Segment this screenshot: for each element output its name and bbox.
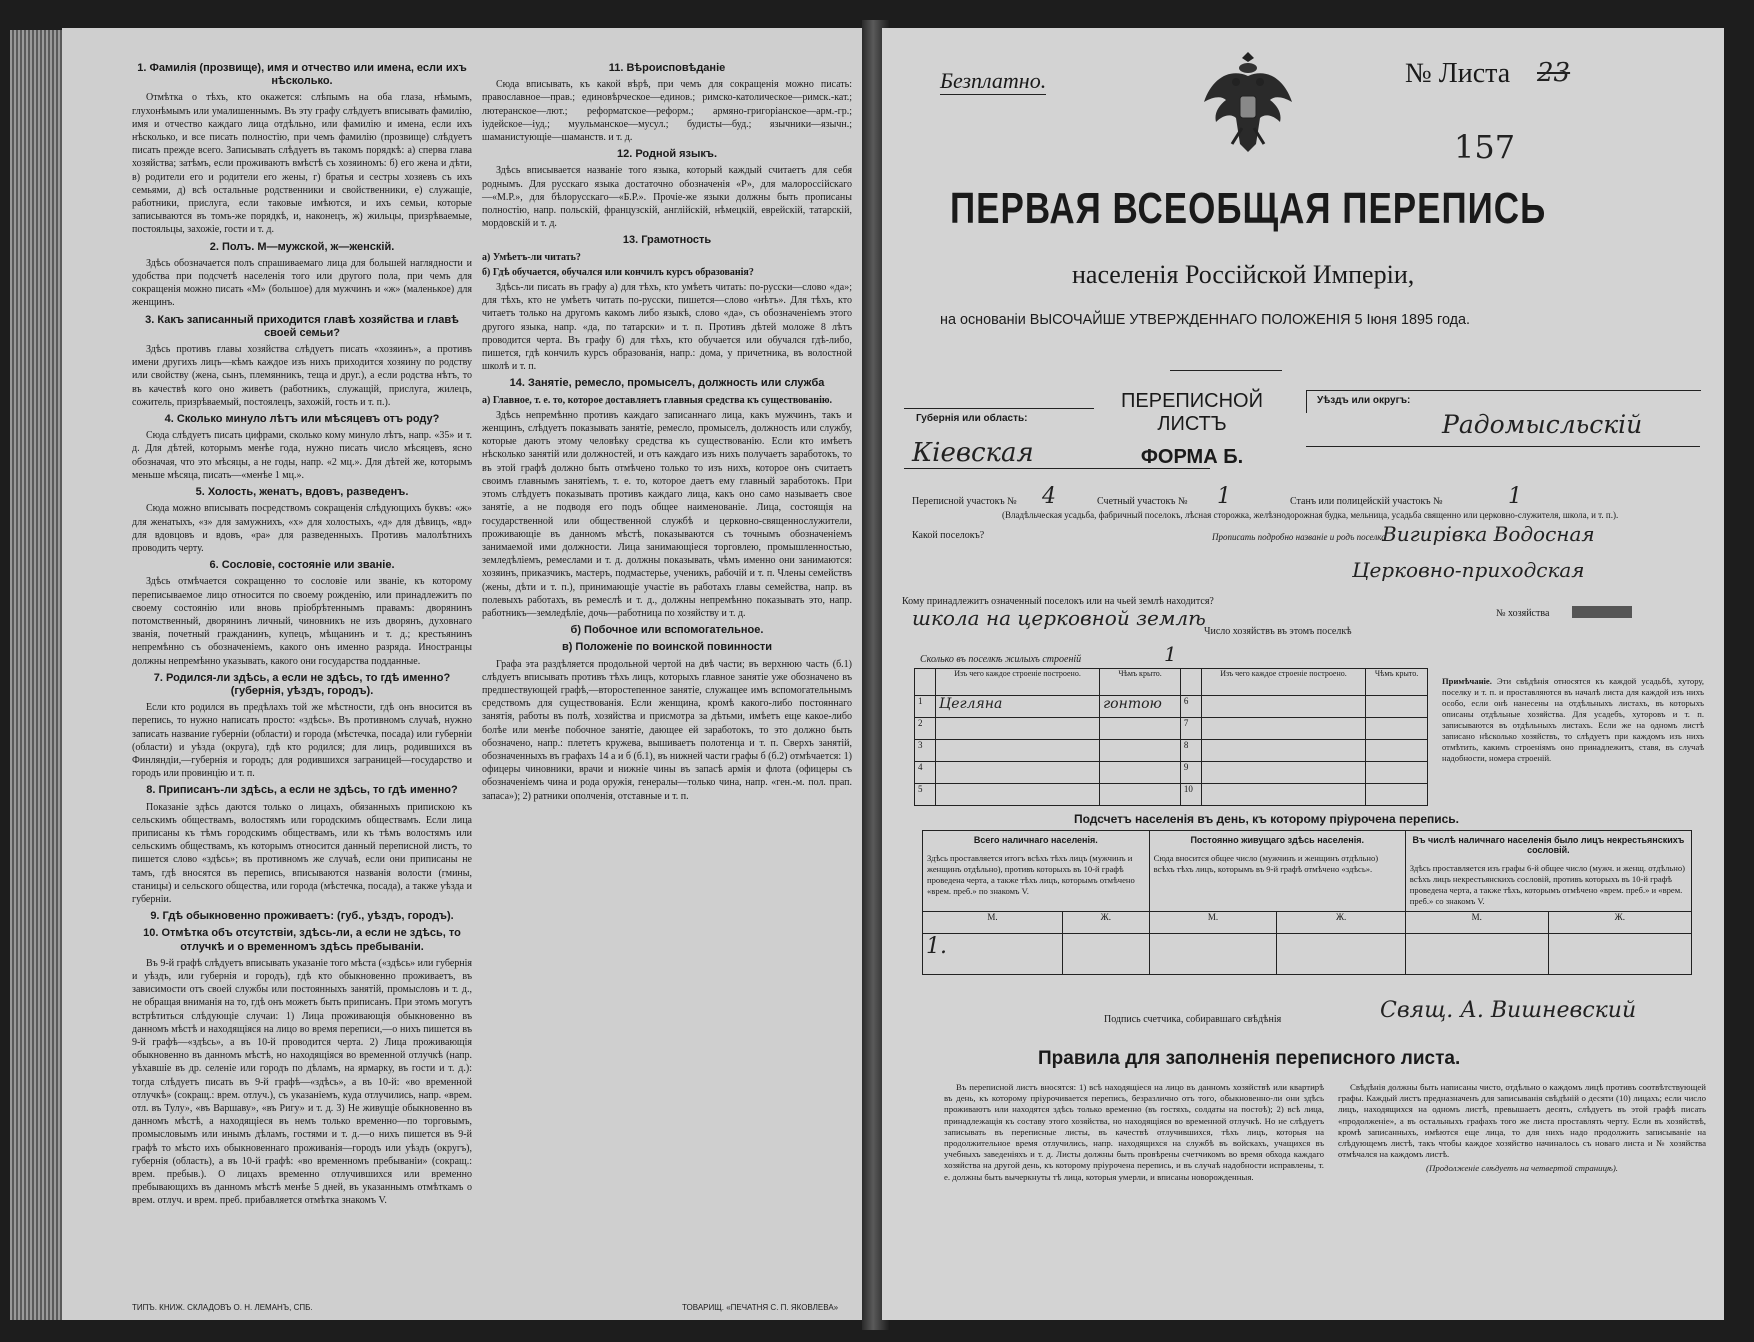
note-label: Примѣчаніе. <box>1442 676 1492 686</box>
book-page-edges <box>10 30 66 1320</box>
instruction-paragraph: Въ 9-й графѣ слѣдуетъ вписывать указаніе того мѣста («здѣсь» или губернія и уѣздъ, или губернія и городъ), гдѣ кто обыкновенно проживаетъ, въ зависимости отъ своей службы или постоянныхъ занятій, промысловъ и т. д., не обращая вниманія на то, гдѣ онъ можетъ быть приписанъ. При этомъ могутъ встрѣтиться слѣдующіе случаи: 1) Лица проживающія обыкновенно въ данномъ мѣстѣ и находящіяся на лицо во время переписи,—о нихъ пишется въ 9-й графѣ—«здѣсь», а въ 10-й проводится черта. 2) Лица проживающія обыкновенно въ данномъ мѣстѣ, но находящіяся во временной отлучкѣ (напр. уѣхавшіе въ др. селеніе или городъ по дѣламъ, на ярмарку, въ гости и т. д.): тогда слѣдуетъ писать въ 9-й графѣ—«здѣсь», а въ 10-й: «во временной отлучкѣ» (сокращ.: врем. отлуч.), съ указаніемъ, куда отлучились, напр. «врем. отл. въ Тулу», «въ Варшаву», «въ Ригу» и т. д. 3) Не живущіе обыкновенно въ данномъ мѣстѣ, а находящіеся въ немъ только временно—по торговымъ, промысловымъ или инымъ дѣламъ, гостями и т. д.—о нихъ пишется въ 9-й графѣ то мѣсто ихъ обыкновеннаго проживанія—городъ или уѣздъ (округъ), губернія (область), а въ 10-й графѣ: «во временномъ пребываніи» (сокращ.: врем. пребыв.). О лицахъ временно отлучившихся или временно пребывающихъ въ данномъ мѣстѣ менѣе 5 дней, въ указаннымъ отмѣткамъ о врем. отлуч. и врем. преб. прибавляется отмѣтка знакомъ V. <box>132 957 472 1207</box>
instruction-subheading: б) Гдѣ обучается, обучался или кончилъ курсъ образованія? <box>482 266 754 278</box>
bldg-material <box>1201 740 1365 762</box>
province-value: Кіевская <box>912 438 1034 468</box>
bldg-roof <box>1366 696 1428 718</box>
instruction-heading: 10. Отмѣтка объ отсутствіи, здѣсь-ли, а если не здѣсь, то отлучкѣ и о временномъ здѣсь пребываніи. <box>143 927 461 953</box>
bldg-roof-header-2: Чѣмъ крыто. <box>1366 669 1428 696</box>
note-text: Эти свѣдѣнія относятся къ каждой усадьбѣ, хутору, поселку и т. п. и проставляются въ началѣ листа для каждой изъ нихъ особо, если онѣ нанесены на отдѣльныхъ листахъ, въ которыхъ описаны отдѣльные хозяйства. Для усадебъ, хуторовъ и т. п. записываются въ отдѣльныхъ листахъ. Если же на одномъ листѣ записано нѣсколько хозяйствъ, то слѣдуетъ при каждомъ изъ нихъ отмѣтить, какимъ строеніямъ оно принадлежитъ, ставя, въ случаѣ надобности, номера строеній. <box>1442 676 1704 763</box>
census-form-page <box>882 28 1724 1320</box>
settlement-type-note <box>1002 498 1702 532</box>
settlement-value: Вигирівка Водосная <box>1382 522 1595 546</box>
instruction-heading: 7. Родился-ли здѣсь, а если не здѣсь, то гдѣ именно? (губернія, уѣздъ, городъ). <box>153 671 451 697</box>
instruction-paragraph: Если кто родился въ предѣлахъ той же мѣстности, гдѣ онъ вносится въ перепись, то нужно написать просто: «здѣсь». Въ противномъ случаѣ, нужно записать название губерніи (области) и города (мѣстечка, посада) или губерніи (области) и уѣзда (округа), гдѣ кто родился; для лицъ, родившихся въ Финляндіи,—губернія и городъ; для родившихся заграницей—государство и городъ или провинцію и т. п. <box>132 702 472 780</box>
bldg-roof <box>1100 740 1181 762</box>
bldg-no: 9 <box>1180 762 1201 784</box>
instruction-paragraph: Графа эта раздѣляется продольной чертой на двѣ части; въ верхнюю часть (б.1) слѣдуетъ вписывать противъ тѣхъ лицъ, которыхъ главное занятіе уже обозначено въ предшествующей графѣ,—второстепенное занятіе, служащее имъ вспомогательнымъ средствомъ для существованія. Если женщина, кромѣ какого-либо постояннаго занятія, работы въ полѣ, хозяйства и присмотра за дѣтьми, имѣетъ еще какое-либо болѣе или менѣе побочное занятіе, дающее ей заработокъ, то это должно быть обозначено, напр.: плететъ кружева, вышиваетъ полотенца и т. п. Сверхъ занятій, обозначенныхъ въ графахъ 14 а и б (б.1), въ нижней части графы б (б.2) отмѣчается: 1) офицеры чиновники, врачи и нижніе чины въ запасѣ армія и флота (офицеры съ обозначеніемъ чина и рода оружія, генералы—только чина, напр. «ген.-м. пол. прап. запаса»); 2) ратники ополченія, отставные и т. п. <box>482 658 852 802</box>
non-peasant-header: Въ числѣ наличнаго населенія было лицъ некрестьянскихъ сословій. <box>1412 835 1685 855</box>
owner-label: Кому принадлежитъ означенный поселокъ или на чьей землѣ находится? <box>902 596 1214 607</box>
present-cell <box>923 831 1150 912</box>
permanent-text: Сюда вносится общее число (мужчинъ и женщинъ отдѣльно) всѣхъ тѣхъ лицъ, которымъ въ 9-й графѣ отмѣчено «здѣсь». <box>1153 853 1379 874</box>
non-peasant-m-header: М. <box>1405 912 1548 934</box>
bldg-no: 6 <box>1180 696 1201 718</box>
table-row <box>915 696 1428 718</box>
present-header: Всего наличнаго населенія. <box>973 835 1098 845</box>
present-text: Здѣсь проставляется итогъ всѣхъ тѣхъ лицъ (мужчинъ и женщинъ отдѣльно), противъ которыхъ въ 10-й графѣ проведена черта, а также тѣхъ лицъ, которымъ отмѣчено «врем. преб.» по знакомъ V. <box>927 853 1135 896</box>
rules-text-2: Свѣдѣнія должны быть написаны чисто, отдѣльно о каждомъ лицѣ противъ соотвѣтствующей графы. Каждый листъ предназначенъ для записыванія свѣдѣній о десяти (10) лицахъ; если число лицъ, находящихся на одномъ листѣ, превышаетъ десять, слѣдуетъ въ этой графѣ писать «продолженіе», а въ остальныхъ графахъ того же листа проставлять черту. Если въ хозяйствѣ, кромѣ записанныхъ, имѣются еще лица, то для нихъ надо продолжить записываніе на слѣдующемъ листѣ, такъ чтобы каждое хозяйство начиналось съ новаго листа и № хозяйства отмѣчался на каждомъ листѣ. <box>1338 1082 1706 1160</box>
district-value: Радомысльскій <box>1442 410 1643 439</box>
printer-imprint-left: ТИПЪ. КНИЖ. СКЛАДОВЪ О. Н. ЛЕМАНЪ, СПБ. <box>132 1303 313 1312</box>
table-row <box>915 718 1428 740</box>
counting-district-label: Счетный участокъ № <box>1097 496 1188 507</box>
bldg-no: 1 <box>915 696 936 718</box>
owner-value-line2: школа на церковной землѣ <box>912 606 1206 630</box>
bldg-no: 2 <box>915 718 936 740</box>
population-count-table <box>922 830 1692 975</box>
instruction-paragraph: Здѣсь противъ главы хозяйства слѣдуетъ писать «хозяинъ», а противъ имени другихъ лицъ—кѣмъ каждое изъ нихъ приходится хозяину по родству или свойству (жена, сынъ, племянникъ, теща и друг.), а если родства нѣтъ, то въ качествѣ кого оно живетъ (работникъ, служащій, прислуга, жилецъ, сожитель, призрѣваемый, постоялецъ, захожій, гость и т. п.). <box>132 344 472 408</box>
instruction-heading: 11. Вѣроисповѣданіе <box>608 62 726 74</box>
bldg-material-header: Изъ чего каждое строеніе построено. <box>936 669 1100 696</box>
signature-value: Свящ. А. Вишневский <box>1380 998 1637 1023</box>
census-sheet-label: ПЕРЕПИСНОЙ ЛИСТЪ <box>1121 390 1263 435</box>
census-district-value: 4 <box>1042 484 1056 509</box>
bldg-material-header-2: Изъ чего каждое строеніе построено. <box>1201 669 1365 696</box>
bldg-material <box>936 740 1100 762</box>
free-label: Безплатно. <box>940 68 1047 93</box>
instruction-heading: 5. Холость, женатъ, вдовъ, разведенъ. <box>195 486 409 499</box>
printer-imprint-right: ТОВАРИЩ. «ПЕЧАТНЯ С. П. ЯКОВЛЕВА» <box>682 1303 839 1312</box>
bldg-roof <box>1366 740 1428 762</box>
non-peasant-f-value <box>1548 934 1691 975</box>
instruction-paragraph: Сюда слѣдуетъ писать цифрами, сколько кому минуло лѣтъ, напр. «35» и т. д. Для дѣтей, которымъ менѣе года, нужно писать число мѣсяцевъ, ясно обозначая, что это мѣсяцы, а не годы, напр. «2 мц.». Для дѣтей же, которымъ меньше мѣсяца, писать—«менѣе 1 мц.». <box>132 430 472 481</box>
district-underline <box>1306 446 1700 447</box>
bldg-no: 3 <box>915 740 936 762</box>
form-subtitle: населенія Россійской Имперіи, <box>1072 260 1415 289</box>
bldg-no: 4 <box>915 762 936 784</box>
province-label: Губернія или область: <box>916 413 1028 424</box>
settlement-label: Какой поселокъ? <box>912 530 985 541</box>
owner-value-line1: Церковно-приходская <box>1352 558 1585 582</box>
instruction-paragraph: Здѣсь обозначается полъ спрашиваемаго лица для большей наглядности и удобства при подсчетѣ населенія того или другого пола, при чемъ для сокращенія можно писать «М» (большое) для мужчинъ и «ж» (маленькое) для женщинъ. <box>132 257 472 309</box>
instruction-paragraph: Здѣсь отмѣчается сокращенно то сословіе или званіе, къ которому переписываемое лицо относится по своему рожденію, или принадлежитъ по своему состоянію или вновь пріобрѣтеннымъ правамъ: дворянинъ потомственный, дворянинъ личный, чиновникъ не изъ дворянъ, духовнаго званія, почетный гражданинъ, купецъ, мѣщанинъ и т. д.; крестьянинъ непремѣнно съ обозначеніемъ, какого онъ именно разряда. Иностранцы должны непремѣнно указывать, какого они государства подданные. <box>132 576 472 667</box>
archive-number: 157 <box>1454 128 1516 166</box>
bldg-no-header-2 <box>1180 669 1201 696</box>
permanent-f-value <box>1277 934 1405 975</box>
instructions-left-column <box>132 58 472 1212</box>
instruction-heading: 14. Занятіе, ремесло, промыселъ, должность или служба <box>509 377 825 390</box>
counting-district-value: 1 <box>1217 484 1231 509</box>
non-peasant-f-header: Ж. <box>1548 912 1691 934</box>
bldg-material <box>936 784 1100 806</box>
instruction-heading: 6. Сословіе, состояніе или званіе. <box>209 559 395 572</box>
imperial-eagle-emblem <box>1200 48 1296 158</box>
left-page-instructions <box>62 28 870 1320</box>
household-number-redacted <box>1572 606 1632 618</box>
instruction-heading: 13. Грамотность <box>622 234 712 247</box>
bldg-material: Цегляна <box>936 696 1100 718</box>
permanent-header: Постоянно живущаго здѣсь населенія. <box>1190 835 1364 845</box>
rules-column-2 <box>1338 1082 1706 1178</box>
bldg-material <box>1201 718 1365 740</box>
instruction-heading: 1. Фамилія (прозвище), имя и отчество или имена, если ихъ нѣсколько. <box>137 62 467 88</box>
bldg-no: 10 <box>1180 784 1201 806</box>
bldg-roof <box>1366 784 1428 806</box>
stan-value: 1 <box>1508 484 1522 509</box>
permanent-f-header: Ж. <box>1277 912 1405 934</box>
bldg-material <box>936 762 1100 784</box>
present-f-value <box>1063 934 1150 975</box>
bldg-roof <box>1100 762 1181 784</box>
instruction-paragraph: Показаніе здѣсь даются только о лицахъ, обязанныхъ припискою къ сельскимъ обществамъ, волостямъ или городскимъ обществамъ. Если лица приписаны къ тѣмъ городскимъ обществамъ, или къ тѣмъ волостямъ или сельскимъ обществамъ, къ которымъ относится данный переписной листъ, то пишется слово «здѣсь»; въ противномъ же случаѣ, если они приписаны не тамъ, гдѣ вносятся въ перепись, вписываются названія волости (гмины, станицы) и сельского общества, или города (мѣстечка, посада), а также уѣзда и губерніи. <box>132 801 472 905</box>
instruction-paragraph: Сюда можно вписывать посредствомъ сокращенія слѣдующихъ буквъ: «ж» для женатыхъ, «з» для замужнихъ, «х» для холостыхъ, «д» для дѣвицъ, «вд» для вдовцовъ и вдовъ, «ра» для разведенныхъ. Противъ малолѣтнихъ проводить черту. <box>132 503 472 554</box>
stan-label: Станъ или полицейскій участокъ № <box>1290 496 1443 507</box>
households-count-label: Число хозяйствъ въ этомъ поселкѣ <box>1204 626 1352 637</box>
table-row <box>915 762 1428 784</box>
bldg-no-header <box>915 669 936 696</box>
instruction-subheading: а) Главное, т. е. то, которое доставляетъ главныя средства къ существованію. <box>482 394 832 406</box>
signature-label: Подпись счетчика, собиравшаго свѣдѣнія <box>1104 1014 1282 1025</box>
form-legal-basis: на основаніи ВЫСОЧАЙШЕ УТВЕРЖДЕННАГО ПОЛОЖЕНІЯ 5 Іюня 1895 года. <box>940 312 1471 328</box>
permanent-cell <box>1149 831 1405 912</box>
bldg-no: 7 <box>1180 718 1201 740</box>
bldg-no: 8 <box>1180 740 1201 762</box>
rules-column-1 <box>944 1082 1324 1186</box>
instruction-paragraph: Здѣсь-ли писать въ графу а) для тѣхъ, кто умѣетъ читать: по-русски—слово «да»; для тѣхъ, кто не умѣетъ читать по-русски, пишется—слово «нѣтъ». Для тѣхъ, кто читаетъ только на другомъ какомъ либо языкѣ, слово «да», съ обозначеніемъ этого другого языка, напр. «да, по татарски» и т. п. Противъ дѣтей моложе 8 лѣтъ проводится черта. Въ графу б) для тѣхъ, кто обучается или обучался гдѣ-либо, пишется, гдѣ кончилъ курсъ образованія, напр.: дома, у причетника, въ волостной школѣ и т. п. <box>482 282 852 373</box>
present-m-value: 1. <box>923 934 1063 975</box>
sheet-number-value: 23 <box>1537 58 1571 88</box>
non-peasant-cell <box>1405 831 1691 912</box>
count-title: Подсчетъ населенія въ день, къ которому пріурочена перепись. <box>1074 812 1459 826</box>
instructions-middle-column <box>482 58 852 807</box>
bldg-roof: гонтою <box>1100 696 1181 718</box>
rules-continued: (Продолженіе слѣдуетъ на четвертой страницѣ). <box>1426 1163 1618 1174</box>
instruction-heading: 3. Какъ записанный приходится главѣ хозяйства и главѣ своей семьи? <box>145 313 459 339</box>
census-sheet-heading <box>1106 390 1278 469</box>
bldg-material <box>1201 696 1365 718</box>
title-divider <box>1170 370 1282 371</box>
form-type-label: ФОРМА Б. <box>1140 446 1244 468</box>
instruction-heading: 4. Сколько минуло лѣтъ или мѣсяцевъ отъ роду? <box>164 413 440 426</box>
buildings-table <box>914 668 1428 806</box>
instruction-heading: в) Положеніе по воинской повинности <box>561 641 773 654</box>
table-row <box>915 784 1428 806</box>
non-peasant-m-value <box>1405 934 1548 975</box>
bldg-material <box>936 718 1100 740</box>
district-label: Уѣздъ или округъ: <box>1317 395 1411 406</box>
buildings-label: Сколько въ поселкѣ жилыхъ строеній <box>920 654 1082 665</box>
bldg-roof <box>1366 718 1428 740</box>
census-district-label: Переписной участокъ № <box>912 496 1017 507</box>
instruction-heading: 2. Полъ. М—мужской, ж—женскій. <box>209 240 395 253</box>
bldg-roof <box>1366 762 1428 784</box>
bldg-no: 5 <box>915 784 936 806</box>
settlement-type-note-text: (Владѣльческая усадьба, фабричный поселокъ, лѣсная сторожка, желѣзнодорожная будка, мельница, усадьба священно или церковно-служителя, школа, и т. п.). <box>1002 510 1619 520</box>
present-f-header: Ж. <box>1063 912 1150 934</box>
buildings-value: 1 <box>1164 642 1177 666</box>
instruction-heading: б) Побочное или вспомогательное. <box>570 624 764 637</box>
settlement-name-instruction: Прописать подробно названіе и родъ поселка <box>1212 532 1386 542</box>
permanent-m-value <box>1149 934 1277 975</box>
present-m-header: М. <box>923 912 1063 934</box>
non-peasant-text: Здѣсь проставляется изъ графы 6-й общее число (мужч. и женщ. отдѣльно) всѣхъ лицъ некрестьянскихъ сословій, противъ которыхъ въ 10-й графѣ проведена черта, а также тѣхъ, которымъ отмѣчено «врем. преб.» и «врем. преб.» со знакомъ V. <box>1409 863 1686 906</box>
instruction-heading: 9. Гдѣ обыкновенно проживаетъ: (губ., уѣздъ, городъ). <box>150 910 454 923</box>
table-row <box>915 740 1428 762</box>
instruction-paragraph: Здѣсь вписывается названіе того языка, который каждый считаетъ для себя роднымъ. Для русскаго языка достаточно обозначенія «Р», для малороссійскаго—«М.Р.», для бѣлорусскаго—«Б.Р.». Прочіе-же языки должны быть прописаны полностію, напр. польскій, французскій, англійскій, нѣмецкій, еврейскій, татарскій, мордовскій и т. д. <box>482 165 852 230</box>
instruction-paragraph: Сюда вписывать, къ какой вѣрѣ, при чемъ для сокращенія можно писать: православное—прав.; единовѣрческое—единов.; римско-католическое—римск.-кат.; лютеранское—лют.; реформатское—реформ.; армяно-григоріанское—арм.-гр.; іудейское—іуд.; муульманское—мусул.; будисты—буд.; язычники—язычн.; шаманистующіе—шаманств. и т. д. <box>482 79 852 144</box>
instruction-heading: 8. Приписанъ-ли здѣсь, а если не здѣсь, то гдѣ именно? <box>146 784 458 797</box>
instruction-paragraph: Здѣсь непремѣнно противъ каждаго записаннаго лица, какъ мужчинъ, такъ и женщинъ, слѣдуетъ показывать занятіе, ремесло, промыселъ, должность или службу, которые даютъ этому человѣку средства къ существованію. Если кто имѣетъ нѣсколько занятій или должностей, и отъ каждаго изъ нихъ получаетъ заработокъ, то въ этой графѣ должно быть отмѣчено только то изъ нихъ, которое онъ считаетъ своимъ главнымъ занятіемъ, т. е. то, которое даетъ ему главный заработокъ. При этомъ слѣдуетъ показывать противъ каждаго лица, какъ оно само называетъ свое занятіе, а не подводя его подъ общее наименованіе. Лица, состоящія на государственной или общественной службѣ и церковно-священнослужители, проживающіе въ данномъ мѣстѣ, показываются съ точнымъ обозначеніемъ занимаемой ими должности. Лица занимающіеся торговлею, промышленностью, земледѣліемъ, ремеслами и т. д. должны показывать, чѣмъ именно они занимаются: хозяинъ, приказчикъ, мастеръ, подмастерье, ученикъ, рабочій и т. п. Члены семействъ (жены, дѣти и т. п.), принимающіе участіе въ работахъ главы семейства, напр. въ полевыхъ работахъ, въ ремеслѣ и т. д., должны непремѣнно показывать это, напр. работникъ—земледѣліе, дочь—работница по хозяйству и т. д. <box>482 409 852 619</box>
sheet-number-label: № Листа <box>1405 58 1511 89</box>
permanent-m-header: М. <box>1149 912 1277 934</box>
rules-title: Правила для заполненія переписного листа. <box>1038 1048 1461 1069</box>
bldg-roof-header: Чѣмъ крыто. <box>1100 669 1181 696</box>
bldg-material <box>1201 784 1365 806</box>
bldg-material <box>1201 762 1365 784</box>
form-title: ПЕРВАЯ ВСЕОБЩАЯ ПЕРЕПИСЬ <box>950 184 1547 233</box>
buildings-note <box>1442 676 1704 764</box>
rules-text-1: Въ переписной листъ вносятся: 1) всѣ находящіеся на лицо въ данномъ хозяйствѣ или квартирѣ въ день, къ которому пріурочивается перепись, безразлично отъ того, обыкновенно-ли они здѣсь проживаютъ или находятся здѣсь только временно (въ гостяхъ, солдаты на постоѣ); 2) всѣ лица, принадлежащія къ составу этого хозяйства, но находящіяся во временной отлучкѣ. Но не слѣдуетъ записывать въ переписные листы, въ качествѣ отлучившихся, тѣхъ лицъ, которыя на продолжительное время отлучились, напр. находящихся на службѣ въ войскахъ, учащихся въ учебныхъ заведеніяхъ и т. д. Листы должны быть провѣрены счетчикомъ во время обхода каждаго хозяйства на другой день, къ которому пріурочена перепись, и въ случаѣ надобности исправлены, т. е. должны быть вычеркнуты тѣ лица, которыя умерли, и вписаны новорожденныя. <box>944 1082 1324 1182</box>
instruction-heading: 12. Родной языкъ. <box>616 148 717 161</box>
household-number-label: № хозяйства <box>1496 608 1550 619</box>
bldg-roof <box>1100 718 1181 740</box>
bldg-roof <box>1100 784 1181 806</box>
instruction-paragraph: Отмѣтка о тѣхъ, кто окажется: слѣпымъ на оба глаза, нѣмымъ, глухонѣмымъ или умалишеннымъ. Въ эту графу слѣдуетъ вписывать фамилію, имя и отчество каждаго лица отдѣльно, или фамилію и имена, если ихъ нѣсколько, и все писать полностію, при чемъ фамилію (прозвище) слѣдуетъ писать прежде всего. Записывать слѣдуетъ въ такомъ порядкѣ: а) сперва глава хозяйства; затѣмъ, если проживаютъ вмѣстѣ съ хозяиномъ: б) его жена и дѣти, в) родители его и родители его жены, г) братья и сестры хозяевъ съ ихъ семьями, д) всѣ остальные родственники и свойственники, е) служащіе, работники, прислуга, если таковые имѣются, и ихъ семьи, которые записываются въ томъ-же порядкѣ, и, наконецъ, ж) жильцы, призрѣваемые, постояльцы, захожіе, гости и т. д. <box>132 92 472 236</box>
instruction-subheading: а) Умѣетъ-ли читать? <box>482 251 581 263</box>
